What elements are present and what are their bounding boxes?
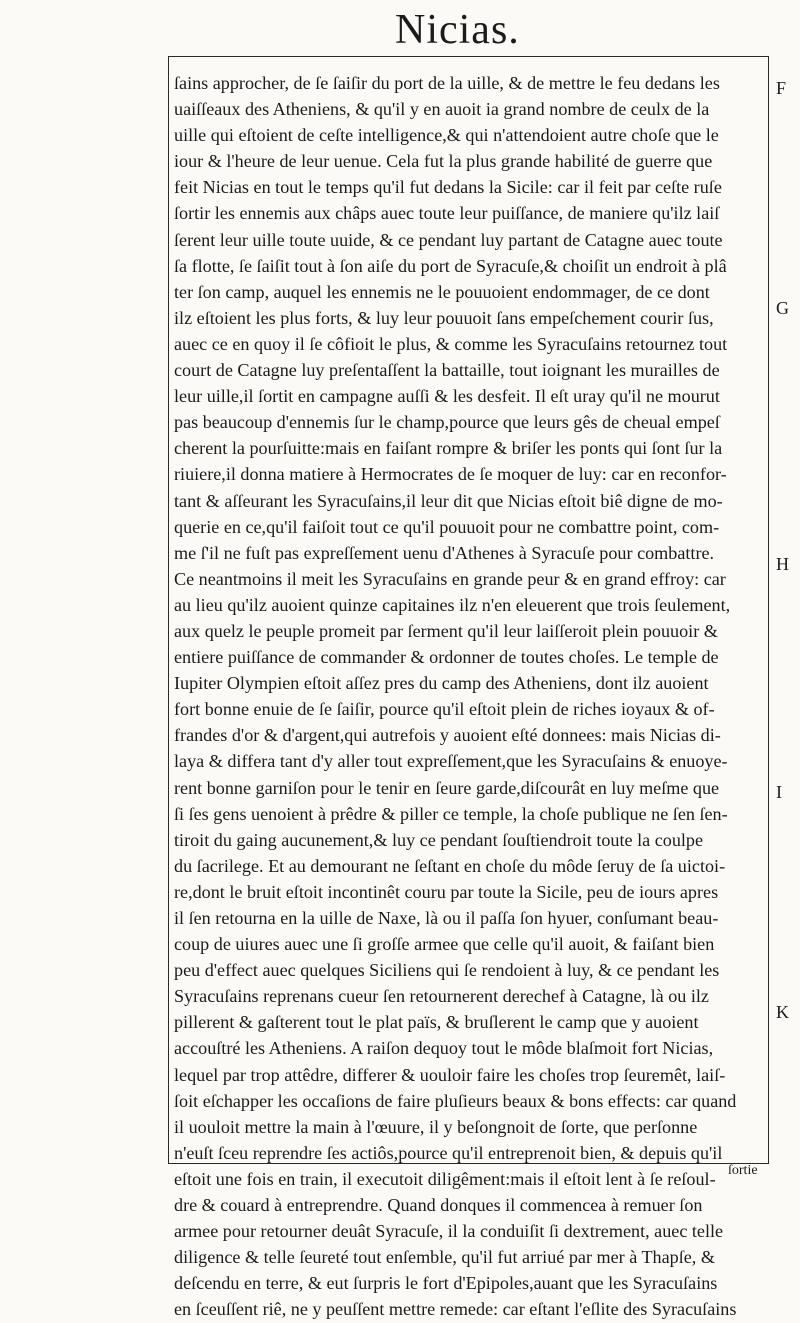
text-line: Ce neantmoins il meit les Syracuſains en grande peur & en grand effroy: car (174, 568, 726, 589)
text-line: riuiere,il donna matiere à Hermocrates de ſe moquer de luy: car en reconfor- (174, 464, 727, 485)
text-line: il ſen retourna en la uille de Naxe, là ou il paſſa ſon hyuer, conſumant beau- (174, 908, 719, 928)
margin-letter-f: F (776, 78, 787, 98)
text-line: du ſacrilege. Et au demourant ne ſeſtant en choſe du môde ſeruy de ſa uictoi- (174, 855, 726, 876)
text-line: leur uille,il ſortit en campagne auſſi & les desfeit. Il eſt uray qu'il ne mourut (174, 386, 720, 407)
frame-top-rule (168, 56, 768, 57)
text-line: deſcendu en terre, & eut ſurpris le fort d'Epipoles,auant que les Syracuſains (174, 1273, 718, 1294)
text-line: iour & l'heure de leur uenue. Cela fut la plus grande habilité de guerre que (174, 151, 713, 172)
body-text (174, 70, 766, 1323)
text-line: en ſceuſſent riê, ne y peuſſent mettre remede: car eſtant l'eſlite des Syracuſains (174, 1299, 737, 1320)
text-line: n'euſt ſceu reprendre ſes actiôs,pource qu'il entreprenoit bien, & depuis qu'il (174, 1142, 723, 1163)
text-line: entiere puiſſance de commander & ordonner de toutes choſes. Le temple de (174, 647, 719, 668)
text-line: ter ſon camp, auquel les ennemis ne le pouuoient endommager, de ce dont (174, 281, 710, 302)
frame-right-rule (768, 56, 769, 1164)
text-line: ſi ſes gens uenoient à prêdre & piller ce temple, la choſe publique ne ſen ſen- (174, 803, 728, 824)
catchword: ſortie (728, 1163, 758, 1178)
text-line: me ſ'il ne fuſt pas expreſſement uenu d'Athenes à Syracuſe pour combattre. (174, 542, 715, 563)
text-line: cherent la pourſuitte:mais en faiſant rompre & briſer les ponts qui ſont ſur la (174, 438, 723, 459)
text-line: armee pour retourner deuât Syracuſe, il la conduiſit ſi dextrement, auec telle (174, 1221, 724, 1242)
text-line: feit Nicias en tout le temps qu'il fut dedans la Sicile: car il feit par ceſte ruſe (174, 177, 722, 198)
text-line: pillerent & gaſterent tout le plat païs, & bruſlerent le camp que y auoient (174, 1012, 699, 1033)
text-line: ſerent leur uille toute uuide, & ce pendant luy partant de Catagne auec toute (174, 229, 723, 250)
text-line: auec ce en quoy il ſe côfioit le plus, & comme les Syracuſains retournez tout (174, 333, 728, 354)
text-line: ſortir les ennemis aux châps auec toute leur puiſſance, de maniere qu'ilz laiſ (174, 203, 720, 224)
text-line: fort bonne enuie de ſe ſaiſir, pource qu'il eſtoit plein de riches ioyaux & of- (174, 699, 715, 720)
text-line: laya & differa tant d'y aller tout expreſſement,que les Syracuſains & enuoye- (174, 751, 728, 772)
text-line: pas beaucoup d'ennemis ſur le champ,pource que leurs gês de cheual empeſ (174, 412, 720, 433)
text-line: uaiſſeaux des Atheniens, & qu'il y en auoit ia grand nombre de ceulx de la (174, 99, 710, 120)
running-head: Nicias. (395, 7, 520, 53)
text-line: frandes d'or & d'argent,qui autrefois y auoient eſté donnees: mais Nicias di- (174, 725, 721, 746)
text-line: ſains approcher, de ſe ſaiſir du port de la uille, & de mettre le feu dedans les (174, 73, 720, 93)
text-line: ſoit eſchapper les occaſions de faire pluſieurs beaux & bons effects: car quand (174, 1090, 737, 1111)
margin-letter-i: I (776, 782, 782, 802)
text-line: Syracuſains reprenans cueur ſen retournerent derechef à Catagne, là ou ilz (174, 986, 709, 1007)
text-line: court de Catagne luy preſentaſſent la battaille, tout ioignant les murailles de (174, 360, 720, 381)
text-line: ſa flotte, ſe ſaiſit tout à ſon aiſe du port de Syracuſe,& choiſit un endroit à plâ (174, 255, 727, 276)
text-line: querie en ce,qu'il faiſoit tout ce qu'il pouuoit pour ne combattre point, com- (174, 516, 720, 537)
text-line: uille qui eſtoient de ceſte intelligence,& qui n'attendoient autre choſe que le (174, 125, 719, 146)
margin-letter-k: K (776, 1002, 789, 1022)
text-line: ilz eſtoient les plus forts, & luy leur pouuoit ſans empeſchement courir ſus, (174, 307, 714, 328)
text-line: lequel par trop attêdre, differer & uouloir faire les choſes trop ſeuremêt, laiſ- (174, 1064, 726, 1085)
margin-letter-h: H (776, 554, 789, 574)
text-line: diligence & telle ſeureté tout enſemble, qu'il fut arriué par mer à Thapſe, & (174, 1247, 715, 1268)
text-line: re,dont le bruit eſtoit incontinêt couru par toute la Sicile, peu de iours apres (174, 881, 719, 902)
text-line: il uouloit mettre la main à l'œuure, il y beſongnoit de ſorte, que perſonne (174, 1116, 698, 1137)
text-line: peu d'effect auec quelques Siciliens qui ſe rendoient à luy, & ce pendant les (174, 960, 720, 981)
text-line: dre & couard à entreprendre. Quand donques il commencea à remuer ſon (174, 1195, 703, 1216)
margin-letter-g: G (776, 298, 789, 318)
text-line: coup de uiures auec une ſi groſſe armee que celle qu'il auoit, & faiſant bien (174, 934, 715, 955)
text-line: Iupiter Olympien eſtoit aſſez pres du camp des Atheniens, dont ilz auoient (174, 673, 709, 694)
text-line: tiroit du gaing aucunement,& luy ce pendant ſouſtiendroit toute la coulpe (174, 829, 704, 850)
text-line: accouſtré les Atheniens. A raiſon dequoy tout le môde blaſmoit fort Nicias, (174, 1038, 714, 1059)
text-line: au lieu qu'ilz auoient quinze capitaines ilz n'en eleuerent que trois ſeulement, (174, 594, 731, 615)
text-line: rent bonne garniſon pour le tenir en ſeure garde,diſcourât en luy meſme que (174, 777, 720, 798)
frame-left-rule (168, 56, 169, 1164)
text-line: aux quelz le peuple promeit par ſerment qu'il leur laiſſeroit plein pouuoir & (174, 620, 718, 641)
text-line: tant & aſſeurant les Syracuſains,il leur dit que Nicias eſtoit biê digne de mo- (174, 490, 723, 511)
text-line: eſtoit une fois en train, il executoit diligêment:mais il eſtoit lent à ſe reſoul- (174, 1168, 716, 1189)
